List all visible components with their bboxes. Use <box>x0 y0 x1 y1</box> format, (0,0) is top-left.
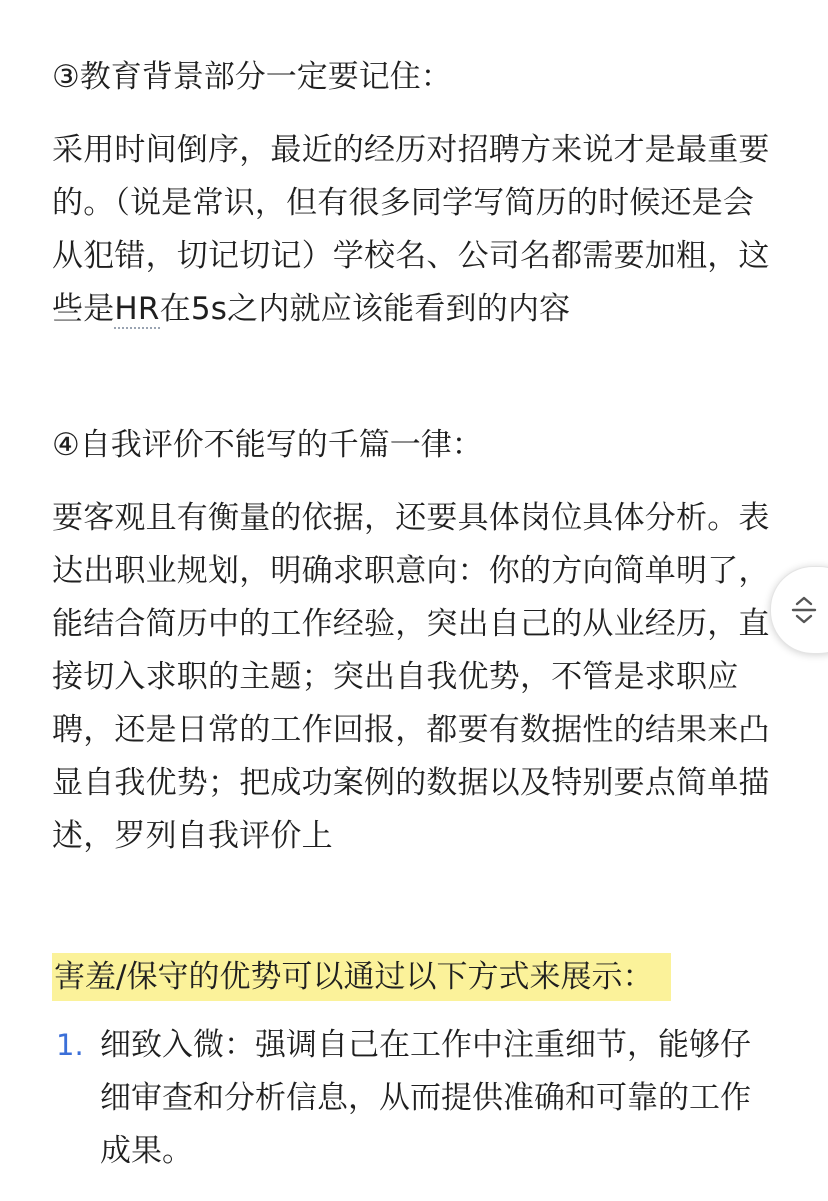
self-evaluation-heading: ④自我评价不能写的千篇一律： <box>52 427 483 463</box>
education-paragraph <box>52 124 774 336</box>
section-spacer <box>52 863 774 953</box>
education-heading: ③教育背景部分一定要记住： <box>52 59 452 95</box>
expand-collapse-button[interactable] <box>770 566 828 654</box>
article-content <box>52 52 774 1178</box>
section-spacer <box>52 336 774 420</box>
list-item <box>52 1019 774 1178</box>
hr-term-link[interactable]: HR <box>114 291 160 327</box>
education-text-after: 在5s之内就应该能看到的内容 <box>159 291 571 327</box>
highlighted-heading: 害羞/保守的优势可以通过以下方式来展示： <box>52 953 671 1001</box>
expand-collapse-icon <box>789 594 819 626</box>
education-text-before: 采用时间倒序，最近的经历对招聘方来说才是最重要的。（说是常识，但有很多同学写简历的时候还是会从犯错，切记切记）学校名、公司名都需要加粗，这些是 <box>52 132 770 327</box>
list-marker: 1. <box>56 1028 84 1062</box>
advantages-list <box>52 1019 774 1178</box>
self-evaluation-paragraph: 要客观且有衡量的依据，还要具体岗位具体分析。表达出职业规划，明确求职意向：你的方向简单明了，能结合简历中的工作经验，突出自己的从业经历，直接切入求职的主题；突出自我优势，不管是求职应聘，还是日常的工作回报，都要有数据性的结果来凸显自我优势；把成功案例的数据以及特别要点简单描述，罗列自我评价上 <box>52 500 770 854</box>
list-item-text: 细致入微：强调自己在工作中注重细节，能够仔细审查和分析信息，从而提供准确和可靠的工作成果。 <box>100 1027 751 1169</box>
